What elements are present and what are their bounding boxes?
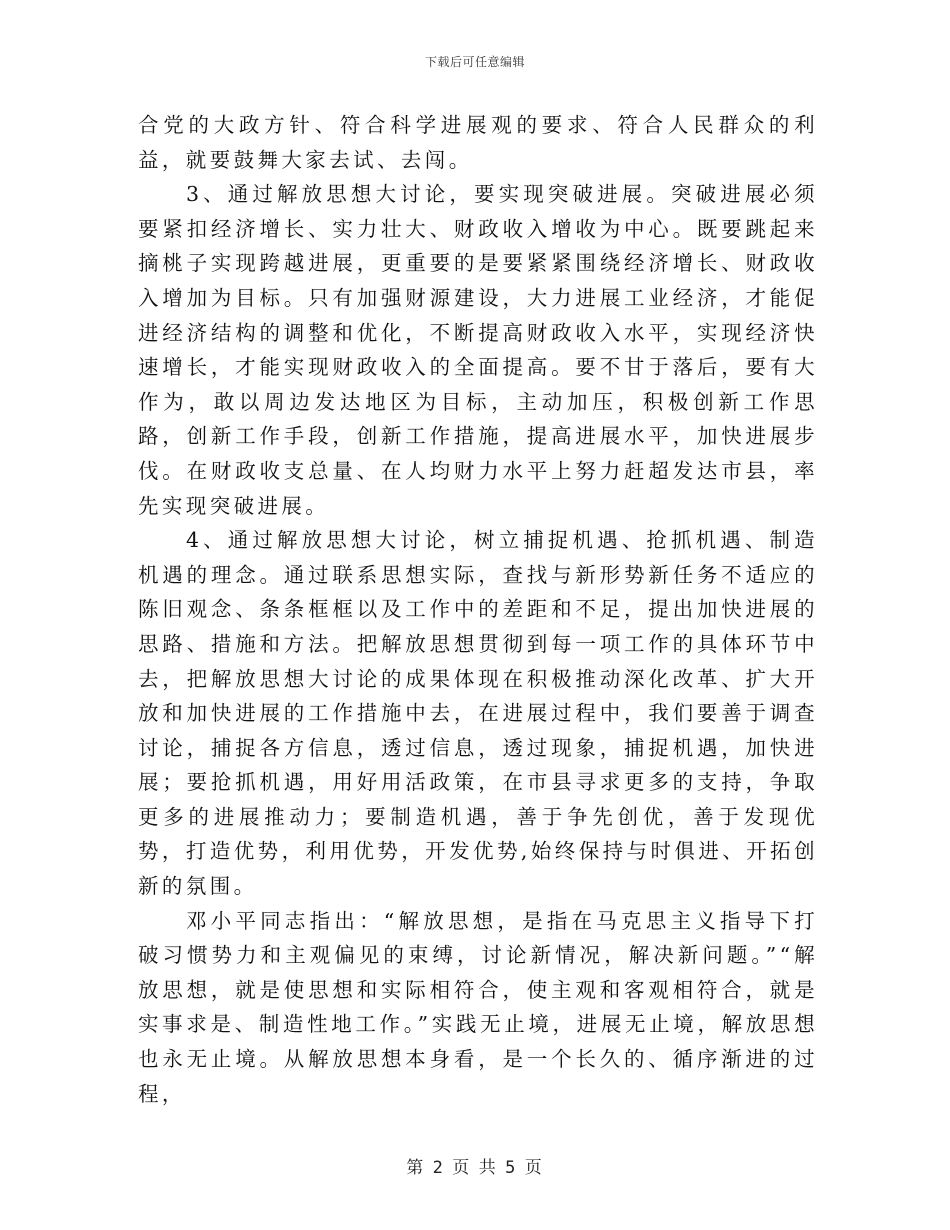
paragraph-point-4: 4、通过解放思想大讨论，树立捕捉机遇、抢抓机遇、制造机遇的理念。通过联系思想实际，查找与新形势新任务不适应的陈旧观念、条条框框以及工作中的差距和不足，提出加快进展的思路、措施和方法。把解放思想贯彻到每一项工作的具体环节中去，把解放思想大讨论的成果体现在积极推动深化改革、扩大开放和加快进展的工作措施中去，在进展过程中，我们要善于调查讨论，捕捉各方信息，透过信息，透过现象，捕捉机遇，加快进展；要抢抓机遇，用好用活政策，在市县寻求更多的支持，争取更多的进展推动力；要制造机遇，善于争先创优，善于发现优势，打造优势，利用优势，开发优势,始终保持与时俱进、开拓创新的氛围。 xyxy=(138,528,818,899)
paragraph-deng-quote: 邓小平同志指出：“解放思想，是指在马克思主义指导下打破习惯势力和主观偏见的束缚，讨论新情况，解决新问题。”“解放思想，就是使思想和实际相符合，使主观和客观相符合，就是实事求是、制造性地工作。”实践无止境，进展无止境，解放思想也永无止境。从解放思想本身看，是一个长久的、循序渐进的过程， xyxy=(138,908,818,1106)
page-number-footer xyxy=(0,1153,950,1178)
footer-current-page: 2 xyxy=(432,1158,445,1178)
footer-total-pages: 5 xyxy=(505,1158,518,1178)
footer-prefix: 第 xyxy=(406,1158,426,1178)
paragraph-point-3: 3、通过解放思想大讨论，要实现突破进展。突破进展必须要紧扣经济增长、实力壮大、财政收入增收为中心。既要跳起来摘桃子实现跨越进展，更重要的是要紧紧围绕经济增长、财政收入增加为目标。只有加强财源建设，大力进展工业经济，才能促进经济结构的调整和优化，不断提高财政收入水平，实现经济快速增长，才能实现财政收入的全面提高。要不甘于落后，要有大作为，敢以周边发达地区为目标，主动加压，积极创新工作思路，创新工作手段，创新工作措施，提高进展水平，加快进展步伐。在财政收支总量、在人均财力水平上努力赶超发达市县，率先实现突破进展。 xyxy=(138,182,818,518)
page-header-note: 下载后可任意编辑 xyxy=(424,55,525,69)
footer-suffix: 页 xyxy=(524,1158,544,1178)
footer-middle: 页 共 xyxy=(452,1158,498,1178)
paragraph-continuation: 合党的大政方针、符合科学进展观的要求、符合人民群众的利益，就要鼓舞大家去试、去闯。 xyxy=(138,113,818,172)
document-body xyxy=(138,108,818,1111)
